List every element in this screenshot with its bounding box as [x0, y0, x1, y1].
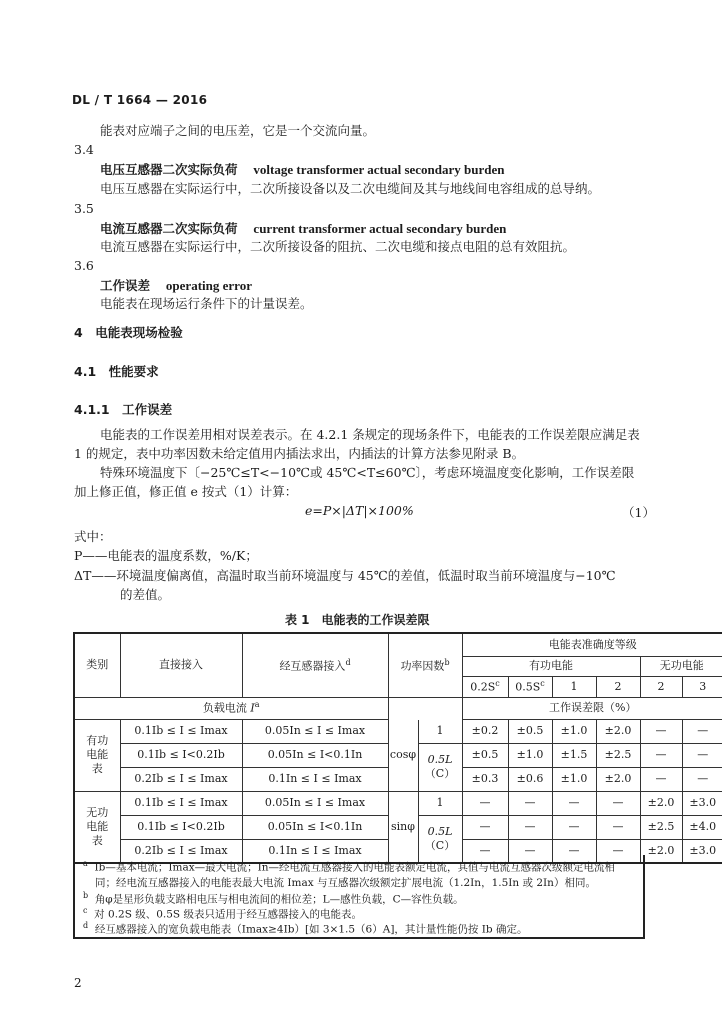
term-zh: 电流互感器二次实际负荷	[100, 221, 238, 236]
table-cell: ±0.2	[462, 719, 508, 743]
table-cell: —	[682, 719, 722, 743]
table-footnotes	[73, 855, 645, 939]
table-cell: ±1.0	[552, 719, 596, 743]
footnote-d: $^d$ 经互感器接入的宽负载电能表（Imax≥4Ib）[如 3×1.5（6）A]，其计量性能仍按 Ib 确定。	[83, 921, 528, 936]
footnote-b: $^b$ 角φ是星形负载支路相电压与相电流间的相位差；L—感性负载，C—容性负载。	[83, 891, 464, 906]
table-cell: —	[462, 839, 508, 863]
table-cell: —	[462, 791, 508, 815]
table-cell: ±1.5	[552, 743, 596, 767]
class-cell: 2	[596, 676, 640, 697]
footnote-a: $^a$ Ib—基本电流；Imax—最大电流；In—经电流互感器接入的电能表额定电流，其值与电流互感器次级额定电流相	[83, 859, 616, 874]
formula-number: （1）	[622, 505, 655, 520]
term-zh: 工作误差	[100, 278, 151, 293]
paragraph-1-line-2: 1 的规定，表中功率因数未给定值用内插法求出，内插法的计算方法参见附录 B。	[74, 446, 525, 461]
table-cell: —	[552, 839, 596, 863]
header-type: 类别	[74, 633, 120, 697]
table-cell: 0.05In ≤ I ≤ Imax	[242, 719, 388, 743]
intro-line: 能表对应端子之间的电压差，它是一个交流向量。	[100, 123, 376, 138]
label-reactive-meter: 无功电能表	[74, 791, 120, 863]
header-accuracy-class: 电能表准确度等级	[462, 633, 722, 656]
table-cell: ±2.0	[640, 791, 682, 815]
header-load-current: 负载电流 $I^a$	[74, 697, 388, 719]
section-number-3-4: 3.4	[74, 142, 94, 157]
table-cell: 1	[418, 791, 462, 815]
table-cell: —	[640, 743, 682, 767]
footnote-a-cont: 同；经电流互感器接入的电能表最大电流 Imax 与互感器次级额定扩展电流（1.2In，1.5In 或 2In）相同。	[95, 877, 596, 889]
pf-inductive: 0.5L （C）	[418, 815, 462, 863]
table-cell: —	[552, 791, 596, 815]
table-cell: 0.1Ib ≤ I<0.2Ib	[120, 815, 242, 839]
paragraph-2-line-1: 特殊环境温度下〔−25℃≤T<−10℃或 45℃<T≤60℃〕，考虑环境温度变化影响，工作误差限	[100, 465, 635, 480]
table-cell: 1	[418, 719, 462, 743]
variable-delta-t-line-2: 的差值。	[120, 587, 171, 602]
cos-phi: cosφ	[388, 719, 418, 791]
definition-3-5: 电流互感器在实际运行中，二次所接设备的阻抗、二次电缆和接点电阻的总有效阻抗。	[100, 239, 576, 254]
table-cell: ±0.3	[462, 767, 508, 791]
table-cell: ±0.6	[508, 767, 552, 791]
where-label: 式中：	[74, 529, 112, 544]
header-active: 有功电能	[462, 656, 640, 676]
term-en: current transformer actual secondary burden	[253, 221, 507, 236]
table-cell: 0.1Ib ≤ I<0.2Ib	[120, 743, 242, 767]
table-cell: —	[508, 839, 552, 863]
class-cell: $0.5S^c$	[508, 676, 552, 697]
table-cell: ±2.0	[596, 767, 640, 791]
table-cell: 0.05In ≤ I<0.1In	[242, 743, 388, 767]
table-cell: —	[640, 767, 682, 791]
definition-3-6: 电能表在现场运行条件下的计量误差。	[100, 296, 313, 311]
table-cell: —	[682, 743, 722, 767]
term-en: voltage transformer actual secondary burden	[253, 162, 505, 177]
table-cell: 0.05In ≤ I ≤ Imax	[242, 791, 388, 815]
table-cell: 0.1Ib ≤ I ≤ Imax	[120, 791, 242, 815]
table-cell: 0.1Ib ≤ I ≤ Imax	[120, 719, 242, 743]
class-cell: $0.2S^c$	[462, 676, 508, 697]
table-title: 表 1 电能表的工作误差限	[285, 613, 430, 627]
footnote-c: $^c$ 对 0.2S 级、0.5S 级表只适用于经互感器接入的电能表。	[83, 906, 362, 921]
section-number-3-6: 3.6	[74, 258, 94, 273]
term-en: operating error	[165, 278, 252, 293]
pf-inductive: 0.5L （C）	[418, 743, 462, 791]
heading-4-1-1: 4.1.1 工作误差	[74, 402, 173, 417]
table-cell: —	[640, 719, 682, 743]
variable-p: P——电能表的温度系数，%/K；	[74, 548, 258, 563]
table-cell: 0.2Ib ≤ I ≤ Imax	[120, 767, 242, 791]
table-cell: ±1.0	[552, 767, 596, 791]
header-direct: 直接接入	[120, 633, 242, 697]
table-cell: ±2.5	[596, 743, 640, 767]
paragraph-1-line-1: 电能表的工作误差用相对误差表示。在 4.2.1 条规定的现场条件下，电能表的工作误差限应满足表	[100, 427, 640, 442]
heading-4-1: 4.1 性能要求	[74, 364, 159, 379]
table-cell: —	[596, 815, 640, 839]
table-cell: ±2.5	[640, 815, 682, 839]
table-cell: ±4.0	[682, 815, 722, 839]
term-zh: 电压互感器二次实际负荷	[100, 162, 238, 177]
sin-phi: sinφ	[388, 791, 418, 863]
table-cell: —	[462, 815, 508, 839]
section-number-3-5: 3.5	[74, 201, 94, 216]
variable-delta-t-line-1: ΔT——环境温度偏离值，高温时取当前环境温度与 45℃的差值，低温时取当前环境温度与−10℃	[74, 568, 616, 583]
table-cell: —	[596, 791, 640, 815]
table-cell: —	[552, 815, 596, 839]
formula: e=P×|ΔT|×100%	[305, 503, 414, 518]
table-cell: 0.1In ≤ I ≤ Imax	[242, 839, 388, 863]
table-cell: ±0.5	[508, 719, 552, 743]
table-cell: ±2.0	[640, 839, 682, 863]
header-power-factor: 功率因数$^b$	[388, 633, 462, 697]
header-reactive: 无功电能	[640, 656, 722, 676]
table-cell: —	[596, 839, 640, 863]
table-cell: 0.1In ≤ I ≤ Imax	[242, 767, 388, 791]
table-cell: ±3.0	[682, 791, 722, 815]
table-cell: —	[508, 791, 552, 815]
term-3-4	[100, 160, 504, 178]
table-cell: —	[508, 815, 552, 839]
class-cell: 2	[640, 676, 682, 697]
definition-3-4: 电压互感器在实际运行中，二次所接设备以及二次电缆间及其与地线间电容组成的总导纳。	[100, 181, 601, 196]
page-number: 2	[74, 976, 82, 990]
error-limit-table	[73, 632, 722, 864]
term-3-6	[100, 276, 252, 294]
table-cell: ±3.0	[682, 839, 722, 863]
label-active-meter: 有功电能表	[74, 719, 120, 791]
table-cell: ±2.0	[596, 719, 640, 743]
table-cell: ±0.5	[462, 743, 508, 767]
paragraph-2-line-2: 加上修正值，修正值 e 按式（1）计算：	[74, 484, 298, 499]
heading-4: 4 电能表现场检验	[74, 325, 183, 340]
table-cell: 0.2Ib ≤ I ≤ Imax	[120, 839, 242, 863]
header-ct: 经互感器接入$^d$	[242, 633, 388, 697]
table-cell: 0.05In ≤ I<0.1In	[242, 815, 388, 839]
table-cell: —	[682, 767, 722, 791]
term-3-5	[100, 219, 506, 237]
document-header: DL / T 1664 — 2016	[72, 93, 208, 107]
class-cell: 1	[552, 676, 596, 697]
class-cell: 3	[682, 676, 722, 697]
table-cell: ±1.0	[508, 743, 552, 767]
header-error-limit: 工作误差限（%）	[462, 697, 722, 719]
